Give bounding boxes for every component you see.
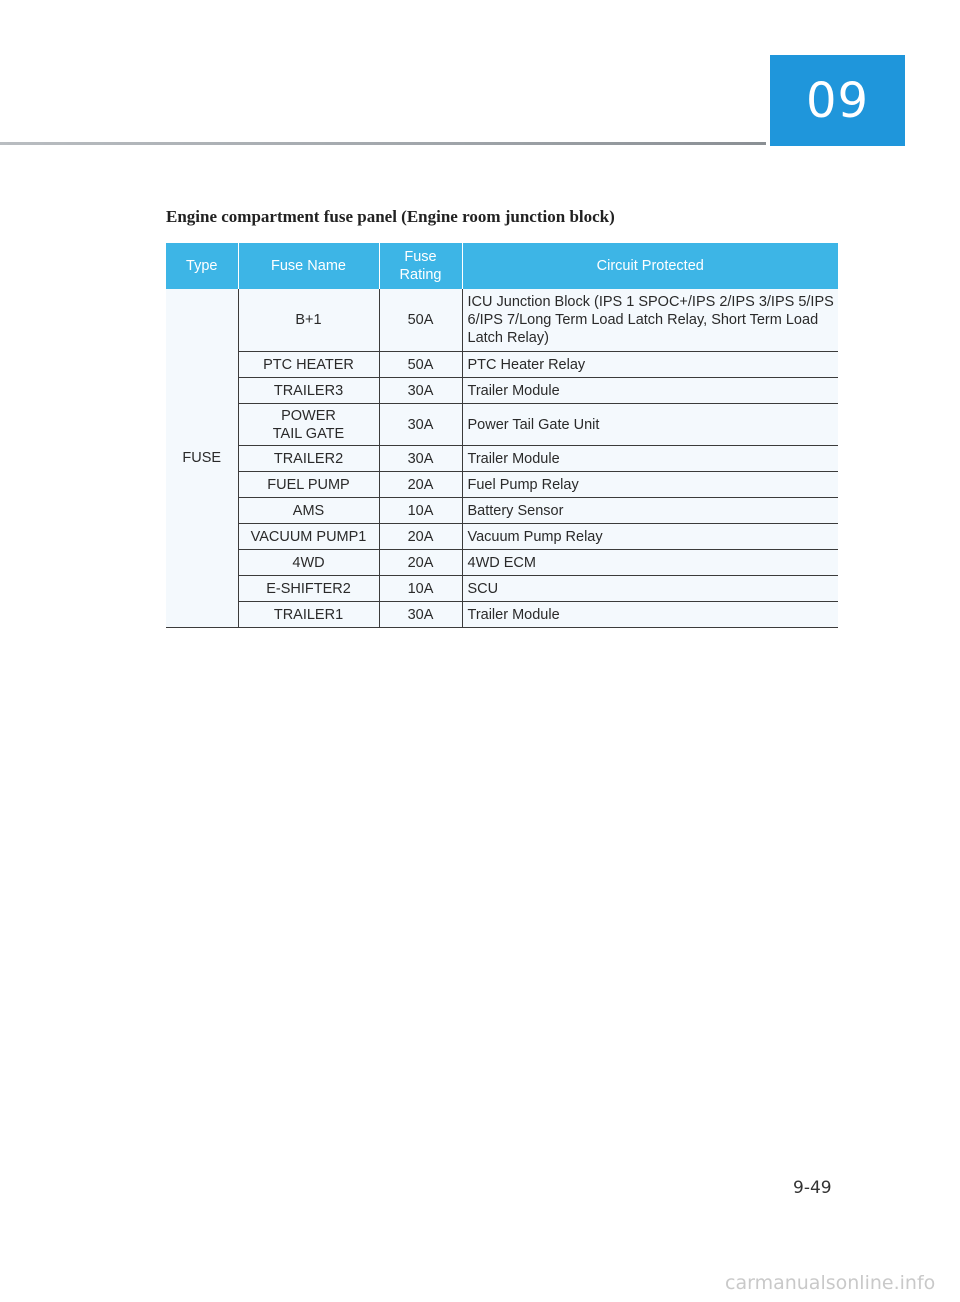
fuse-name-cell: VACUUM PUMP1 (238, 524, 379, 550)
table-row (166, 498, 838, 524)
fuse-name-cell: FUEL PUMP (238, 472, 379, 498)
table-header-row (166, 243, 838, 289)
header-rule (0, 142, 766, 145)
header-type: Type (166, 243, 238, 289)
fuse-rating-cell: 50A (379, 289, 462, 352)
chapter-tab (770, 55, 905, 146)
circuit-cell: Trailer Module (462, 378, 838, 404)
circuit-cell: 4WD ECM (462, 550, 838, 576)
circuit-cell: Battery Sensor (462, 498, 838, 524)
table-row (166, 378, 838, 404)
fuse-name-cell: B+1 (238, 289, 379, 352)
fuse-name-cell: TRAILER3 (238, 378, 379, 404)
fuse-rating-cell: 30A (379, 602, 462, 628)
circuit-cell: Trailer Module (462, 602, 838, 628)
fuse-rating-cell: 50A (379, 352, 462, 378)
table-row (166, 602, 838, 628)
fuse-rating-cell: 10A (379, 498, 462, 524)
fuse-rating-cell: 10A (379, 576, 462, 602)
circuit-cell: ICU Junction Block (IPS 1 SPOC+/IPS 2/IPS 3/IPS 5/IPS 6/IPS 7/Long Term Load Latch Relay, Short Term Load Latch Relay) (462, 289, 838, 352)
fuse-name-cell: E-SHIFTER2 (238, 576, 379, 602)
table-row (166, 352, 838, 378)
table-row (166, 404, 838, 446)
header-fuse-name: Fuse Name (238, 243, 379, 289)
chapter-number: 09 (805, 72, 870, 129)
table-row (166, 576, 838, 602)
table-row (166, 524, 838, 550)
circuit-cell: Vacuum Pump Relay (462, 524, 838, 550)
fuse-rating-cell: 30A (379, 446, 462, 472)
circuit-cell: Trailer Module (462, 446, 838, 472)
circuit-cell: Fuel Pump Relay (462, 472, 838, 498)
fuse-name-cell: TRAILER1 (238, 602, 379, 628)
circuit-cell: SCU (462, 576, 838, 602)
fuse-rating-cell: 30A (379, 404, 462, 446)
fuse-rating-cell: 30A (379, 378, 462, 404)
header-fuse-rating: Fuse Rating (379, 243, 462, 289)
table-row (166, 289, 838, 352)
fuse-name-cell: AMS (238, 498, 379, 524)
header-circuit: Circuit Protected (462, 243, 838, 289)
fuse-rating-cell: 20A (379, 550, 462, 576)
type-cell: FUSE (166, 289, 238, 628)
circuit-cell: Power Tail Gate Unit (462, 404, 838, 446)
fuse-name-cell: PTC HEATER (238, 352, 379, 378)
fuse-rating-cell: 20A (379, 472, 462, 498)
fuse-table (166, 243, 838, 628)
table-row (166, 446, 838, 472)
table-row (166, 472, 838, 498)
fuse-rating-cell: 20A (379, 524, 462, 550)
watermark: carmanualsonline.info (725, 1272, 936, 1294)
table-row (166, 550, 838, 576)
fuse-name-cell: 4WD (238, 550, 379, 576)
section-title: Engine compartment fuse panel (Engine room junction block) (166, 207, 615, 226)
circuit-cell: PTC Heater Relay (462, 352, 838, 378)
fuse-name-cell: TRAILER2 (238, 446, 379, 472)
page-number: 9-49 (793, 1178, 832, 1198)
fuse-name-cell: POWER TAIL GATE (238, 404, 379, 446)
